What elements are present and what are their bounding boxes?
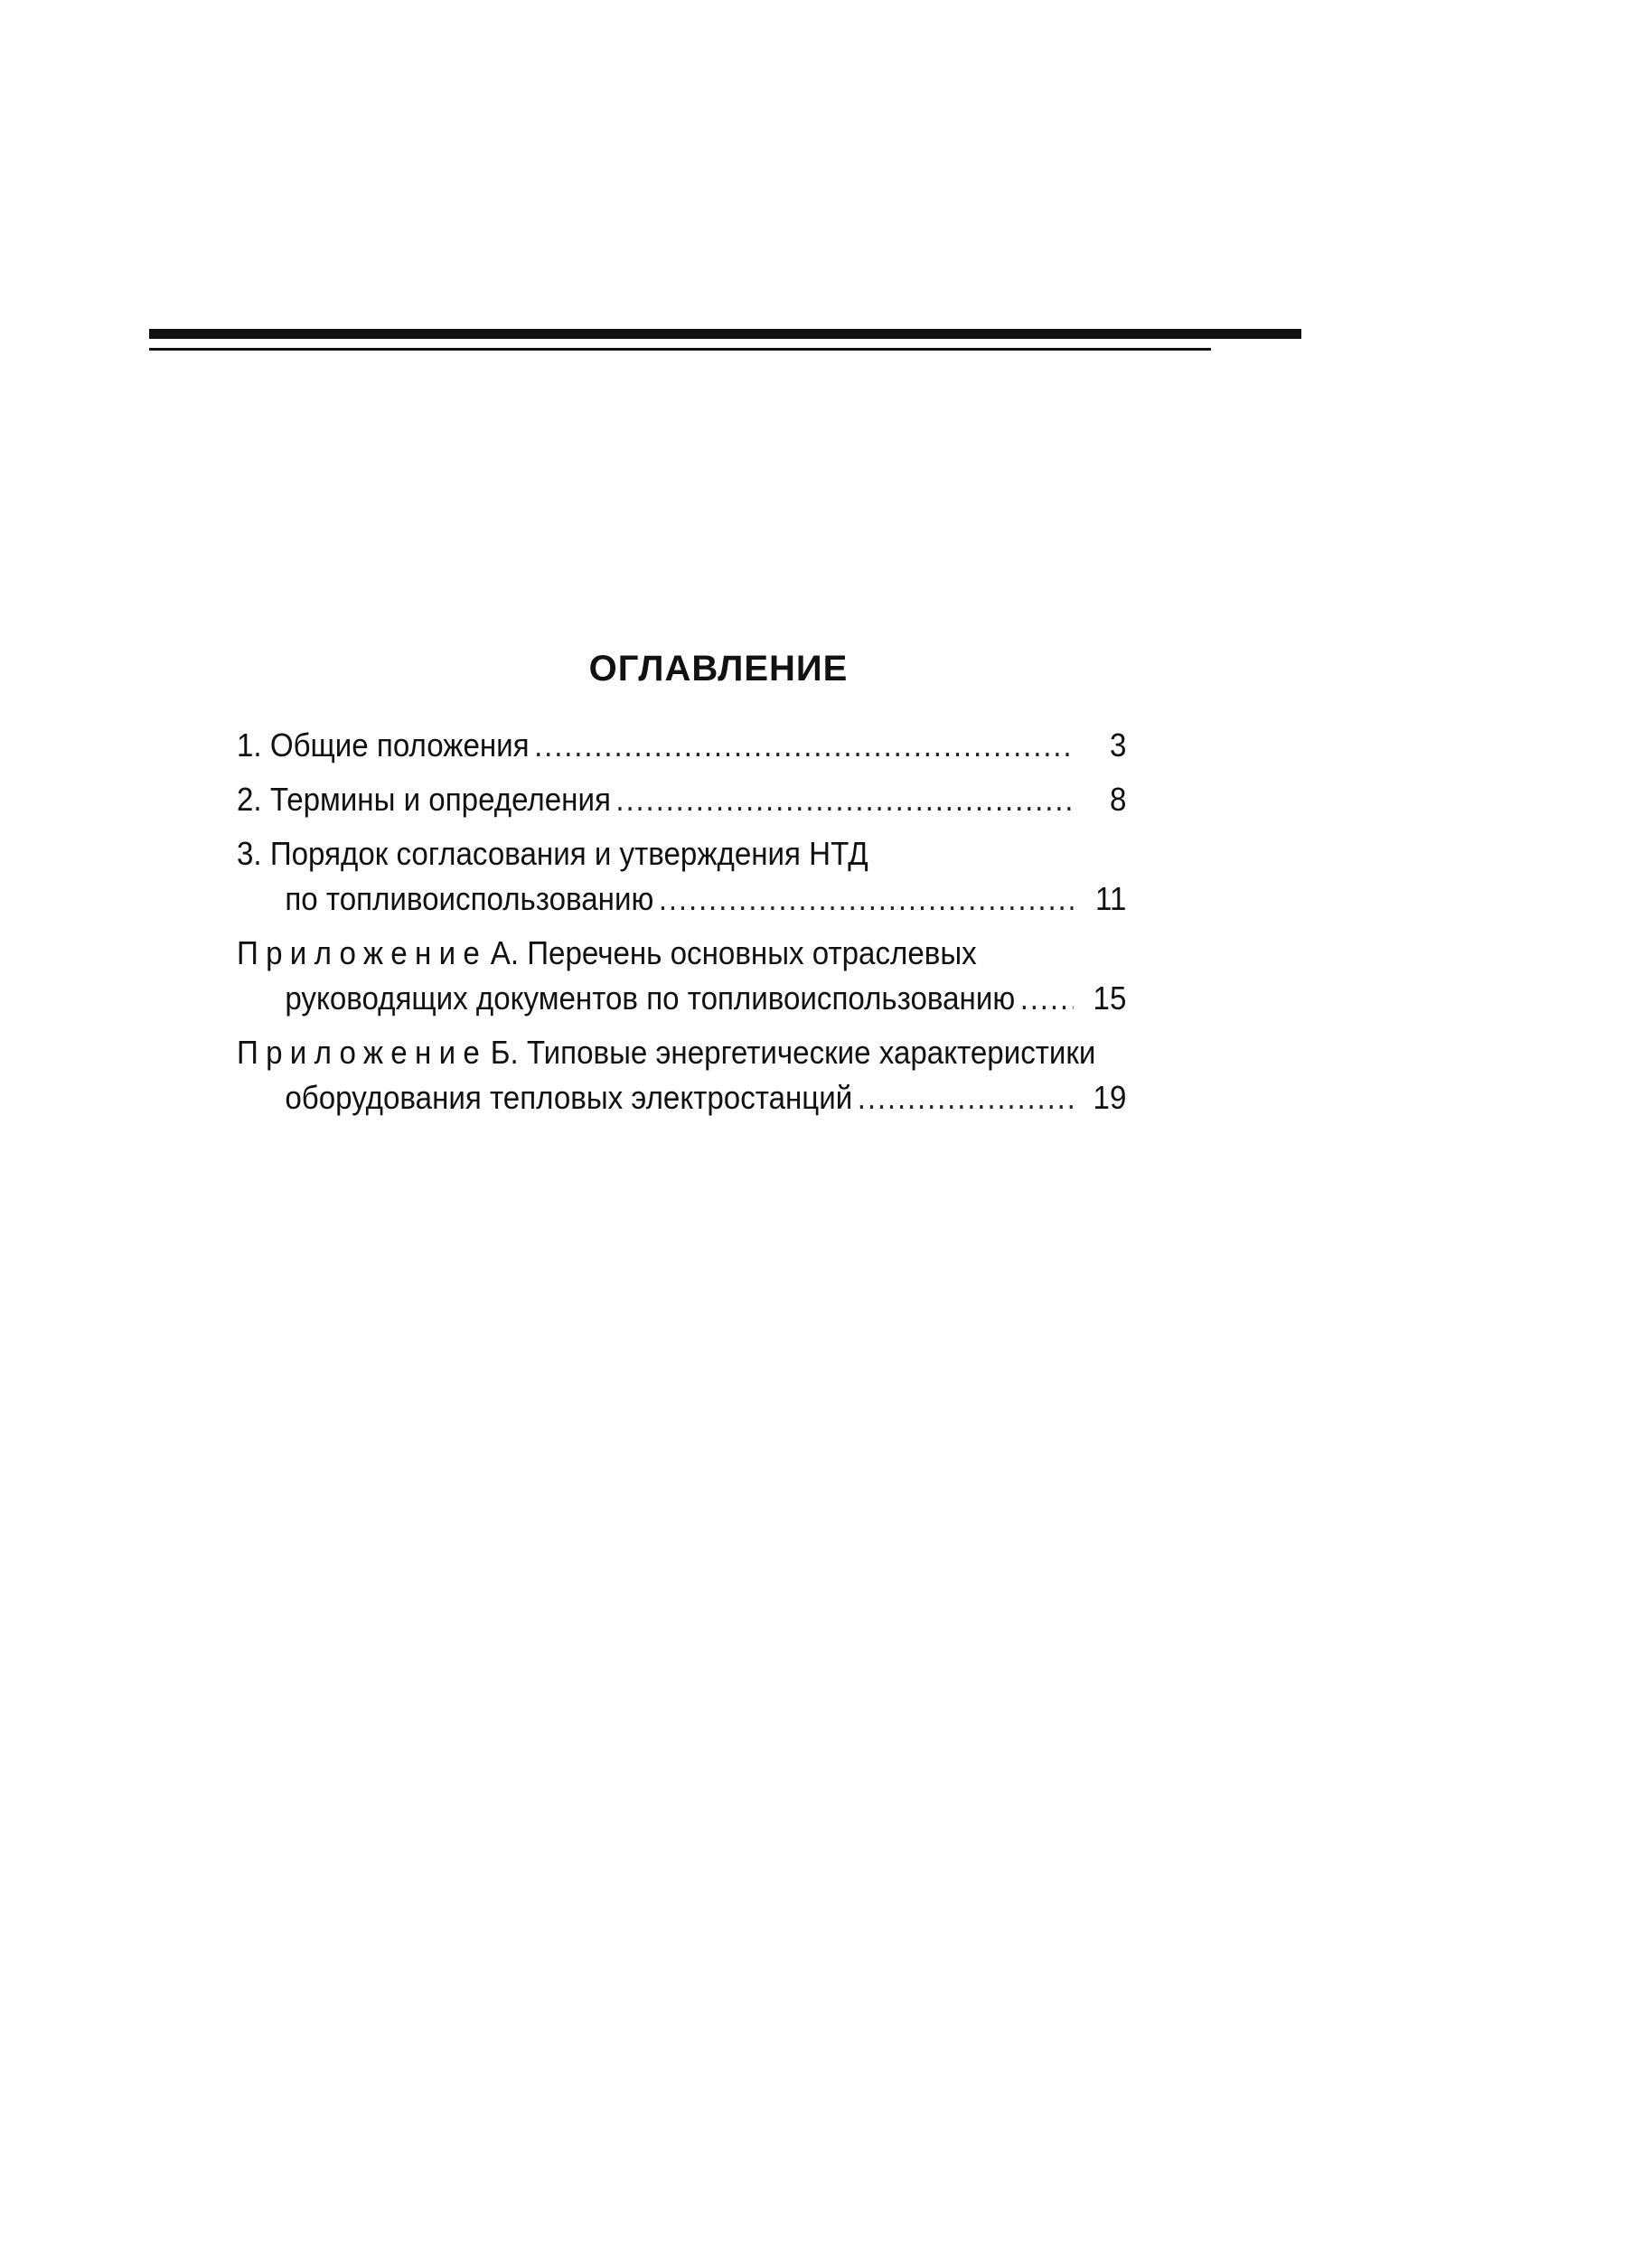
toc-page-number: 8 <box>1109 781 1127 818</box>
toc-line <box>237 723 1126 768</box>
toc-line-continuation <box>237 976 1126 1021</box>
toc-entry-text: 3. Порядок согласования и утверждения НТД <box>237 835 868 872</box>
toc-line <box>237 1030 1126 1075</box>
dot-leader <box>1020 976 1074 1021</box>
toc-entry-text: 2. Термины и определения <box>237 781 611 818</box>
toc-line-continuation <box>237 1075 1126 1120</box>
toc-entry-approval-procedure[interactable] <box>237 831 1126 922</box>
appendix-prefix: Приложение <box>237 1034 488 1071</box>
toc-page-number: 11 <box>1095 880 1127 917</box>
dot-leader <box>615 777 1073 822</box>
toc-entry-appendix-a[interactable] <box>237 931 1126 1021</box>
toc-entry-continuation-text: оборудования тепловых электростанций <box>285 1079 853 1116</box>
toc-line <box>237 777 1126 822</box>
header-thin-rule <box>149 348 1211 351</box>
toc-line <box>237 831 1126 876</box>
toc-entry-continuation-text: по топливоиспользованию <box>285 880 654 917</box>
toc-entry-terms-definitions[interactable] <box>237 777 1126 822</box>
toc-page-number: 19 <box>1093 1079 1127 1116</box>
toc-line-continuation <box>237 876 1126 922</box>
toc-entry-text: 1. Общие положения <box>237 726 530 764</box>
toc-line <box>237 931 1126 976</box>
dot-leader <box>659 876 1074 922</box>
toc-page-number: 15 <box>1093 979 1127 1017</box>
toc-entry-general-provisions[interactable] <box>237 723 1126 768</box>
appendix-prefix: Приложение <box>237 934 488 971</box>
toc-entry-text: А. Перечень основных отраслевых <box>490 934 977 971</box>
dot-leader <box>534 723 1073 768</box>
dot-leader <box>858 1075 1074 1120</box>
toc-title: ОГЛАВЛЕНИЕ <box>588 649 849 689</box>
table-of-contents <box>237 723 1126 1129</box>
toc-page-number: 3 <box>1109 726 1127 764</box>
toc-entry-appendix-b[interactable] <box>237 1030 1126 1120</box>
header-thick-rule <box>149 329 1301 339</box>
toc-entry-text: Б. Типовые энергетические характеристики <box>490 1034 1096 1071</box>
toc-entry-continuation-text: руководящих документов по топливоиспользованию <box>285 979 1016 1017</box>
